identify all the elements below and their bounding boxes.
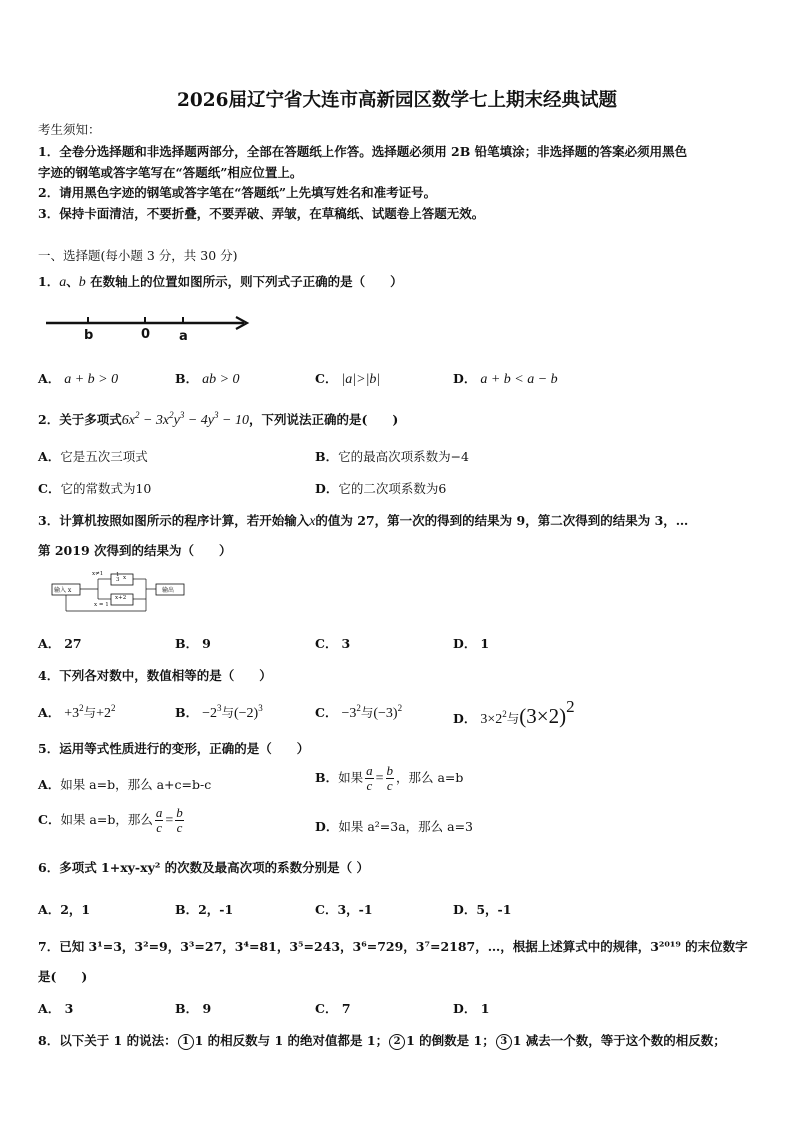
option-b[interactable]: B． 9 xyxy=(175,1001,212,1016)
option-d[interactable]: D．它的二次项系数为6 xyxy=(315,481,447,496)
option-b[interactable]: B．如果 $\frac{a}{c}$ = $\frac{b}{c}$ ，那么 a=b xyxy=(315,763,464,793)
option-b[interactable]: B．它的最高次项系数为−4 xyxy=(315,449,470,464)
axis-label-b: b xyxy=(84,328,94,343)
flow-op2: x+2 xyxy=(115,595,127,601)
question-7-stem: 7．已知 3¹=3，3²=9，3³=27，3⁴=81，3⁵=243，3⁶=729，3⁷=2187，…，根据上述算式中的规律，3²⁰¹⁹ 的末位数字 xyxy=(38,939,748,954)
option-d[interactable]: D． a + b < a − b xyxy=(453,371,558,387)
option-d[interactable]: D．如果 a²=3a，那么 a=3 xyxy=(315,819,474,834)
option-a[interactable]: A．如果 a=b，那么 a+c=b-c xyxy=(38,777,212,792)
option-d[interactable]: D． $3\times 2^2$与(3×2)2 xyxy=(453,697,575,728)
option-b[interactable]: B．2，-1 xyxy=(175,902,234,917)
flow-op1-var: x xyxy=(123,575,127,581)
question-3-stem: 3．计算机按照如图所示的程序计算，若开始输入x的值为 27，第一次的得到的结果为 9，第二次得到的结果为 3，… xyxy=(38,513,689,529)
question-2-stem: 2．关于多项式$6x^2 - 3x^2y^3 - 4y^3 - 10$，下列说法正确的是( ) xyxy=(38,410,399,428)
notice-heading: 考生须知： xyxy=(38,122,101,137)
flow-input: 输入 x xyxy=(54,587,72,594)
option-c[interactable]: C．如果 a=b，那么 $\frac{a}{c}$ = $\frac{b}{c}$ xyxy=(38,805,183,835)
question-7-stem-line2: 是( ) xyxy=(38,969,88,984)
axis-label-zero: 0 xyxy=(141,327,151,342)
option-a[interactable]: A． 3 xyxy=(38,1001,74,1016)
notice-item: 3．保持卡面清洁，不要折叠，不要弄破、弄皱，在草稿纸、试题卷上答题无效。 xyxy=(38,206,485,221)
circled-number-1: 1 xyxy=(178,1034,194,1050)
question-5-stem: 5．运用等式性质进行的变形，正确的是（ ） xyxy=(38,741,310,756)
option-a[interactable]: A． $+3^2$与$+2^2$ xyxy=(38,703,116,721)
exam-title: 2026届辽宁省大连市高新园区数学七上期末经典试题 xyxy=(177,90,617,111)
circled-number-2: 2 xyxy=(389,1034,405,1050)
flowchart xyxy=(50,570,190,614)
option-c[interactable]: C． 3 xyxy=(315,636,351,651)
option-d[interactable]: D． 1 xyxy=(453,636,490,651)
flow-cond-eq: x = 1 xyxy=(94,602,109,608)
circled-number-3: 3 xyxy=(496,1034,512,1050)
flow-cond-ne: x≠1 xyxy=(92,571,104,577)
option-c[interactable]: C． |a|>|b| xyxy=(315,371,381,387)
option-a[interactable]: A．它是五次三项式 xyxy=(38,449,148,464)
notice-item: 1．全卷分选择题和非选择题两部分，全部在答题纸上作答。选择题必须用 2B 铅笔填涂；非选择题的答案必须用黑色 xyxy=(38,144,688,159)
question-1-stem: 1．a、b 在数轴上的位置如图所示，则下列式子正确的是（ ） xyxy=(38,274,403,290)
axis-label-a: a xyxy=(179,329,188,344)
option-a[interactable]: A．2，1 xyxy=(38,902,91,917)
notice-item: 字迹的钢笔或答字笔写在“答题纸”相应位置上。 xyxy=(38,165,303,180)
option-b[interactable]: B． $-2^3$与$(-2)^3$ xyxy=(175,703,263,721)
section-heading: 一、选择题(每小题 3 分，共 30 分) xyxy=(38,248,238,263)
question-8-stem: 8．以下关于 1 的说法： 1 1 的相反数与 1 的绝对值都是 1； 2 1 的倒数是 1； 3 1 减去一个数，等于这个数的相反数； xyxy=(38,1033,726,1048)
option-a[interactable]: A． a + b > 0 xyxy=(38,371,119,387)
option-c[interactable]: C．3，-1 xyxy=(315,902,373,917)
question-3-stem-line2: 第 2019 次得到的结果为（ ） xyxy=(38,543,232,558)
option-d[interactable]: D． 1 xyxy=(453,1001,490,1016)
option-c[interactable]: C． 7 xyxy=(315,1001,351,1016)
option-c[interactable]: C．它的常数式为10 xyxy=(38,481,152,496)
flow-output: 输出 xyxy=(162,587,175,594)
flow-op1: 1 3 xyxy=(116,572,120,583)
option-b[interactable]: B． ab > 0 xyxy=(175,371,240,387)
question-4-stem: 4．下列各对数中，数值相等的是（ ） xyxy=(38,668,272,683)
option-b[interactable]: B． 9 xyxy=(175,636,211,651)
question-6-stem: 6．多项式 1+xy-xy² 的次数及最高次项的系数分别是（ ） xyxy=(38,860,370,875)
option-c[interactable]: C． $-3^2$与$(-3)^2$ xyxy=(315,703,403,721)
notice-item: 2．请用黑色字迹的钢笔或答字笔在“答题纸”上先填写姓名和准考证号。 xyxy=(38,185,437,200)
option-a[interactable]: A． 27 xyxy=(38,636,82,651)
option-d[interactable]: D．5，-1 xyxy=(453,902,512,917)
